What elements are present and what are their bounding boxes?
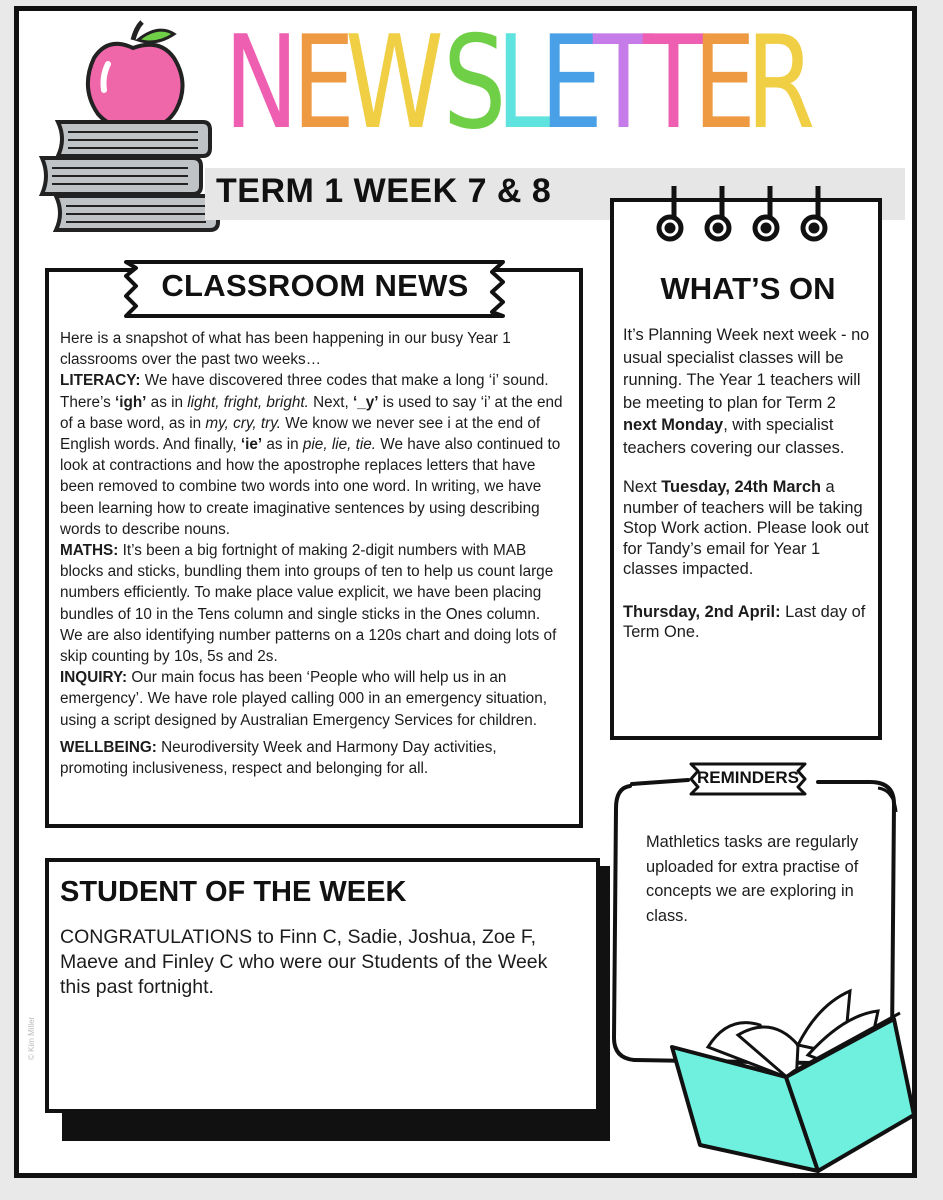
whats-on-date: Tuesday, 24th March: [661, 478, 821, 496]
whats-on-text: , with specialist teachers covering our classes.: [623, 416, 845, 457]
title-letter: W: [344, 9, 439, 158]
literacy-code: ‘igh’: [114, 393, 147, 411]
literacy-text: We have discovered three codes that make a long ‘i’ sound. There’s: [60, 372, 549, 411]
whats-on-item: [623, 324, 873, 459]
title-letter: N: [224, 9, 295, 158]
maths-label: MATHS:: [60, 542, 119, 560]
whats-on-body: [623, 324, 873, 643]
whats-on-heading: WHAT’S ON: [660, 271, 836, 306]
reminders-text: Mathletics tasks are regularly uploaded for extra practise of concepts we are exploring in class.: [646, 833, 859, 925]
literacy-paragraph: [60, 370, 565, 540]
reminders-label: REMINDERS: [696, 768, 799, 787]
title-letter: T: [592, 9, 649, 158]
title-letter: S: [443, 9, 502, 158]
newsletter-title: [224, 9, 811, 158]
literacy-text: as in: [146, 393, 188, 411]
literacy-example: my, cry, try.: [205, 414, 282, 432]
classroom-news-heading: CLASSROOM NEWS: [161, 268, 469, 303]
inquiry-label: INQUIRY:: [60, 669, 128, 687]
apple-books-illustration: [38, 18, 228, 233]
literacy-text: is used to say ‘i’ at the end of a base word, as in: [60, 393, 563, 432]
wellbeing-label: WELLBEING:: [60, 738, 157, 756]
news-intro: Here is a snapshot of what has been happening in our busy Year 1 classrooms over the past two weeks…: [60, 330, 511, 369]
maths-text: It’s been a big fortnight of making 2-digit numbers with MAB blocks and sticks, bundling them into groups of ten to help us count large numbers efficiently. To make place value explicit, we have been placing bundles of 10 in the Tens column and single sticks in the Ones column. We are also identifying number patterns on a 120s chart and doing lots of skip counting by 10s, 5s and 2s.: [60, 542, 557, 666]
whats-on-text: It’s Planning Week next week - no usual specialist classes will be running. The Year 1 teachers will be meeting to plan for Term 2: [623, 326, 870, 412]
literacy-text: as in: [262, 436, 303, 454]
student-of-week-text: CONGRATULATIONS to Finn C, Sadie, Joshua, Zoe F, Maeve and Finley C who were our Students of the Week this past fortnight.: [60, 926, 548, 998]
literacy-text: We have also continued to look at contractions and how the apostrophe replaces letters that have been removed to combine two words into one word. In writing, we have been learning how to create imaginative sentences by using describing words to describe nouns.: [60, 436, 561, 538]
title-letter: E: [291, 9, 351, 158]
title-letter: E: [693, 9, 752, 158]
literacy-text: We know we never see i at the end of English words. And finally,: [60, 414, 541, 454]
book-stack-icon: [42, 122, 218, 230]
whats-on-item: [623, 602, 873, 643]
copyright-credit: © Kim Miller: [27, 1016, 36, 1060]
wellbeing-paragraph: [60, 737, 565, 779]
literacy-text: Next,: [308, 393, 354, 411]
term-heading: TERM 1 WEEK 7 & 8: [216, 172, 552, 210]
maths-paragraph: [60, 540, 565, 667]
literacy-example: light, fright, bright.: [187, 393, 309, 411]
student-of-week-heading: STUDENT OF THE WEEK: [60, 876, 407, 908]
whats-on-text: Next: [623, 478, 662, 496]
whats-on-date: next Monday: [623, 416, 724, 434]
apple-icon: [88, 22, 183, 126]
title-letter: E: [539, 9, 599, 158]
whats-on-text: a number of teachers will be taking Stop Work action. Please look out for Tandy’s email for Year 1 classes impacted.: [623, 478, 869, 578]
inquiry-paragraph: [60, 667, 565, 731]
whats-on-text: Last day of Term One.: [623, 602, 866, 641]
title-letter: R: [745, 9, 811, 158]
open-book-icon: [668, 985, 918, 1175]
literacy-label: LITERACY:: [60, 372, 141, 390]
whats-on-item: [623, 477, 873, 580]
title-letter: L: [496, 9, 548, 158]
classroom-news-body: [60, 328, 565, 779]
wellbeing-text: Neurodiversity Week and Harmony Day activities, promoting inclusiveness, respect and belonging for all.: [60, 738, 497, 778]
literacy-code: ‘_y’: [353, 393, 379, 411]
title-letter: T: [642, 9, 700, 158]
notepad-rings-icon: [650, 182, 850, 248]
inquiry-text: Our main focus has been ‘People who will help us in an emergency’. We have role played calling 000 in an emergency situation, using a script designed by Australian Emergency Services for children.: [60, 669, 547, 729]
whats-on-date: Thursday, 2nd April:: [623, 602, 781, 621]
literacy-example: pie, lie, tie.: [302, 436, 377, 454]
literacy-code: ‘ie’: [240, 436, 263, 454]
